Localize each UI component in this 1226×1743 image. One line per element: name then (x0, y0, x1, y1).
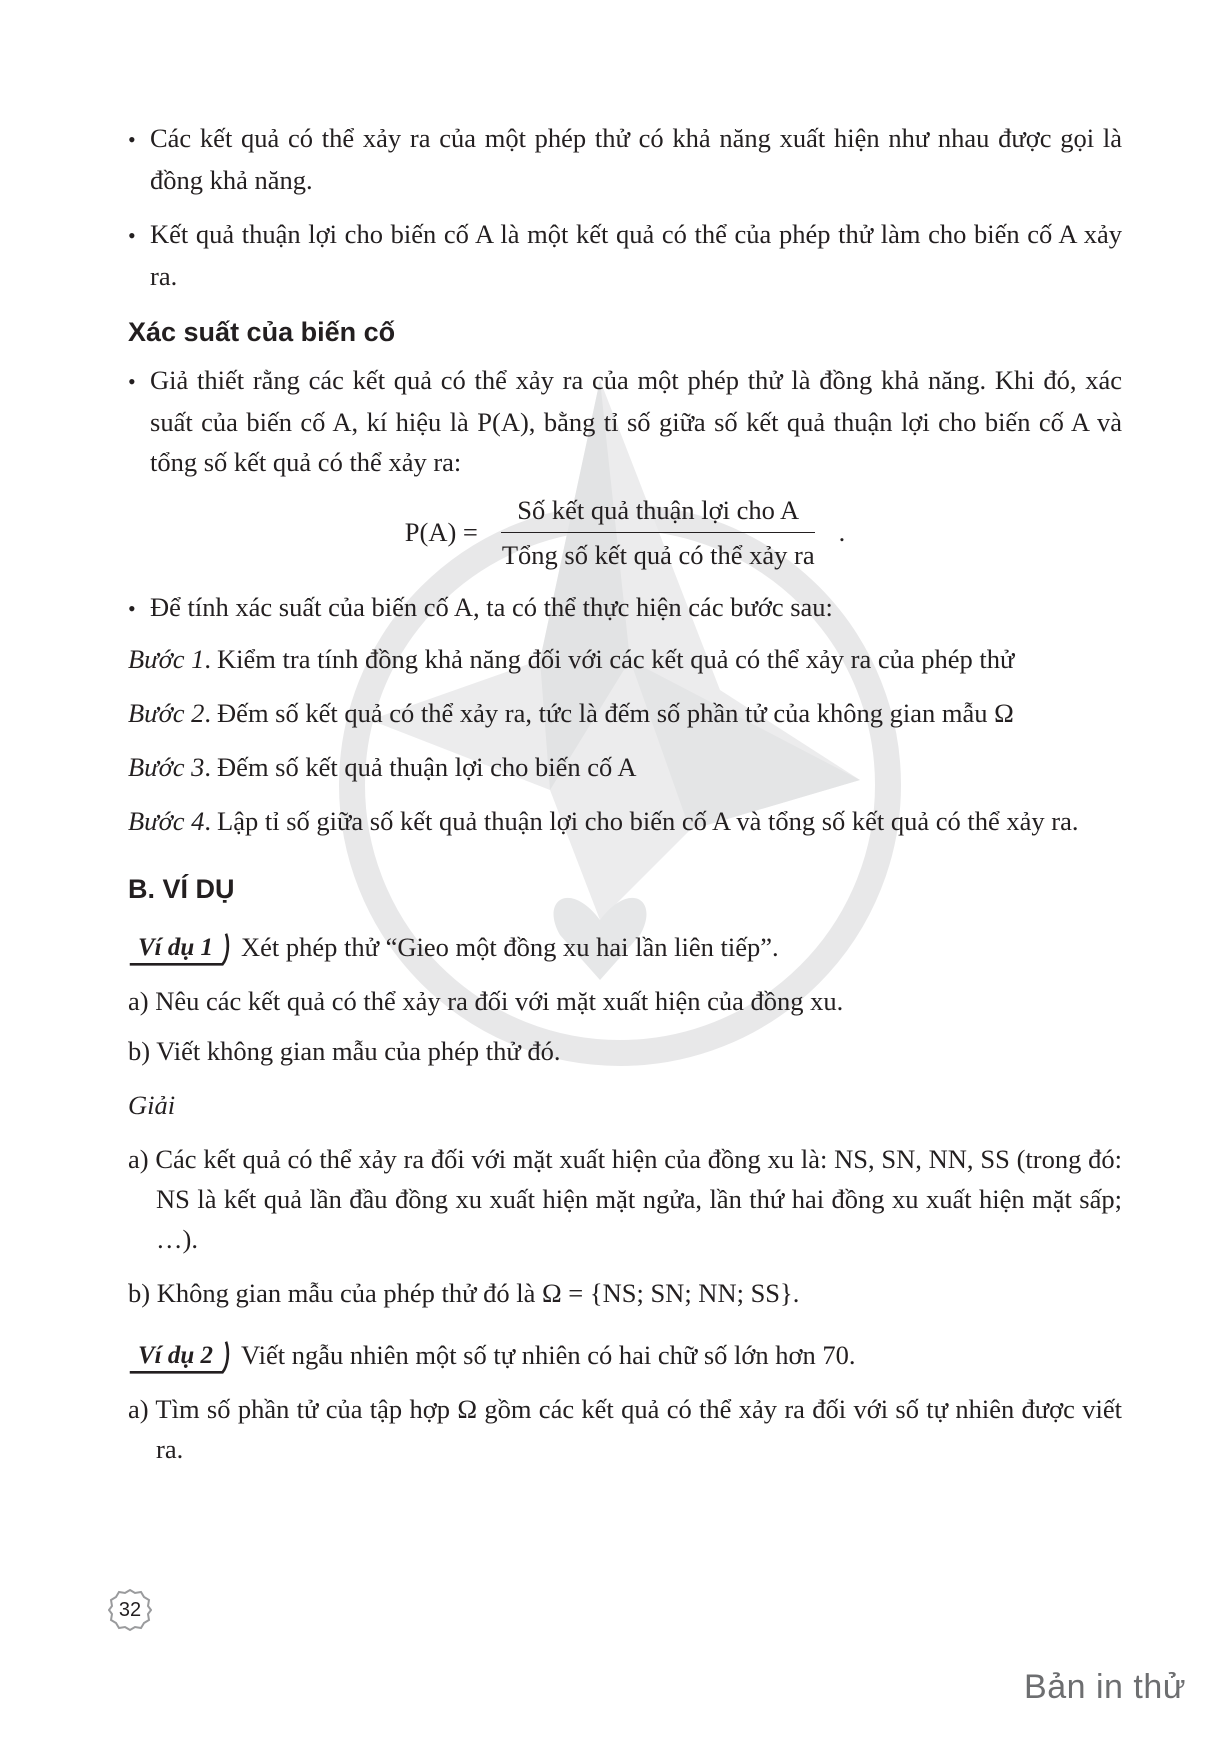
step-text: Lập tỉ số giữa số kết quả thuận lợi cho biến cố A và tổng số kết quả có thể xảy ra. (217, 806, 1079, 836)
step-label: Bước 4 (128, 806, 205, 836)
example-1-solution-a: a) Các kết quả có thể xảy ra đối với mặt xuất hiện của đồng xu là: NS, SN, NN, SS (trong đó: NS là kết quả lần đầu đồng xu xuất hiện mặt ngửa, lần thứ hai đồng xu xuất hiện mặt sấp; …). (128, 1144, 1122, 1254)
example-tag-frame-icon (128, 1339, 233, 1375)
step-item: Bước 1. Kiểm tra tính đồng khả năng đối với các kết quả có thể xảy ra của phép thử (128, 639, 1122, 679)
formula-end: . (838, 517, 846, 547)
bullet-icon: • (128, 223, 136, 248)
draft-print-label: Bản in thử (1024, 1668, 1186, 1706)
step-label: Bước 3 (128, 752, 205, 782)
example-tag-label: Ví dụ 2 (138, 1342, 214, 1369)
step-text: Kiểm tra tính đồng khả năng đối với các kết quả có thể xảy ra của phép thử (217, 644, 1015, 674)
example-2-header (128, 1335, 1122, 1375)
example-prompt: Viết ngẫu nhiên một số tự nhiên có hai chữ số lớn hơn 70. (241, 1340, 856, 1370)
step-item: Bước 3. Đếm số kết quả thuận lợi cho biến cố A (128, 747, 1122, 787)
example-tag (128, 1339, 233, 1375)
bullet-icon: • (128, 596, 136, 621)
page-number-badge (108, 1588, 152, 1632)
bullet-icon: • (128, 127, 136, 152)
step-label: Bước 1 (128, 644, 205, 674)
definition-favorable-outcome: • Kết quả thuận lợi cho biến cố A là một kết quả có thể của phép thử làm cho biến cố A xảy ra. (128, 214, 1122, 296)
example-1-solution-b: b) Không gian mẫu của phép thử đó là Ω = {NS; SN; NN; SS}. (128, 1278, 800, 1308)
example-1-question-b: b) Viết không gian mẫu của phép thử đó. (128, 1036, 561, 1066)
solution-label: Giải (128, 1090, 176, 1120)
example-tag-label: Ví dụ 1 (138, 934, 214, 961)
step-item: Bước 4. Lập tỉ số giữa số kết quả thuận lợi cho biến cố A và tổng số kết quả có thể xảy ra. (128, 801, 1122, 841)
step-text: Đếm số kết quả có thể xảy ra, tức là đếm số phần tử của không gian mẫu Ω (217, 698, 1014, 728)
formula-numerator: Số kết quả thuận lợi cho A (501, 492, 815, 533)
formula-fraction (486, 492, 831, 573)
step-label: Bước 2 (128, 698, 205, 728)
example-1-header (128, 927, 1122, 967)
formula-lhs: P(A) = (404, 517, 478, 547)
example-prompt: Xét phép thử “Gieo một đồng xu hai lần liên tiếp”. (241, 932, 779, 962)
example-1-question-a: a) Nêu các kết quả có thể xảy ra đối với mặt xuất hiện của đồng xu. (128, 986, 844, 1016)
example-tag-frame-icon (128, 931, 233, 967)
probability-formula (128, 492, 1122, 573)
page-content (128, 118, 1122, 1469)
page-number: 32 (118, 1599, 142, 1621)
step-text: Đếm số kết quả thuận lợi cho biến cố A (217, 752, 637, 782)
heading-examples: B. VÍ DỤ (128, 874, 235, 904)
steps-intro: • Để tính xác suất của biến cố A, ta có thể thực hiện các bước sau: (128, 587, 1122, 629)
formula-denominator: Tổng số kết quả có thể xảy ra (501, 540, 815, 570)
example-2-question-a: a) Tìm số phần tử của tập hợp Ω gồm các kết quả có thể xảy ra đối với số tự nhiên được viết ra. (128, 1394, 1122, 1464)
bullet-icon: • (128, 369, 136, 394)
definition-equally-likely: • Các kết quả có thể xảy ra của một phép thử có khả năng xuất hiện như nhau được gọi là đồng khả năng. (128, 118, 1122, 200)
probability-assumption: • Giả thiết rằng các kết quả có thể xảy ra của một phép thử là đồng khả năng. Khi đó, xác suất của biến cố A, kí hiệu là P(A), bằng tỉ số giữa số kết quả thuận lợi cho biến cố A và tổng số kết quả có thể xảy ra: (128, 360, 1122, 482)
step-item: Bước 2. Đếm số kết quả có thể xảy ra, tức là đếm số phần tử của không gian mẫu Ω (128, 693, 1122, 733)
example-tag (128, 931, 233, 967)
heading-probability: Xác suất của biến cố (128, 317, 396, 347)
